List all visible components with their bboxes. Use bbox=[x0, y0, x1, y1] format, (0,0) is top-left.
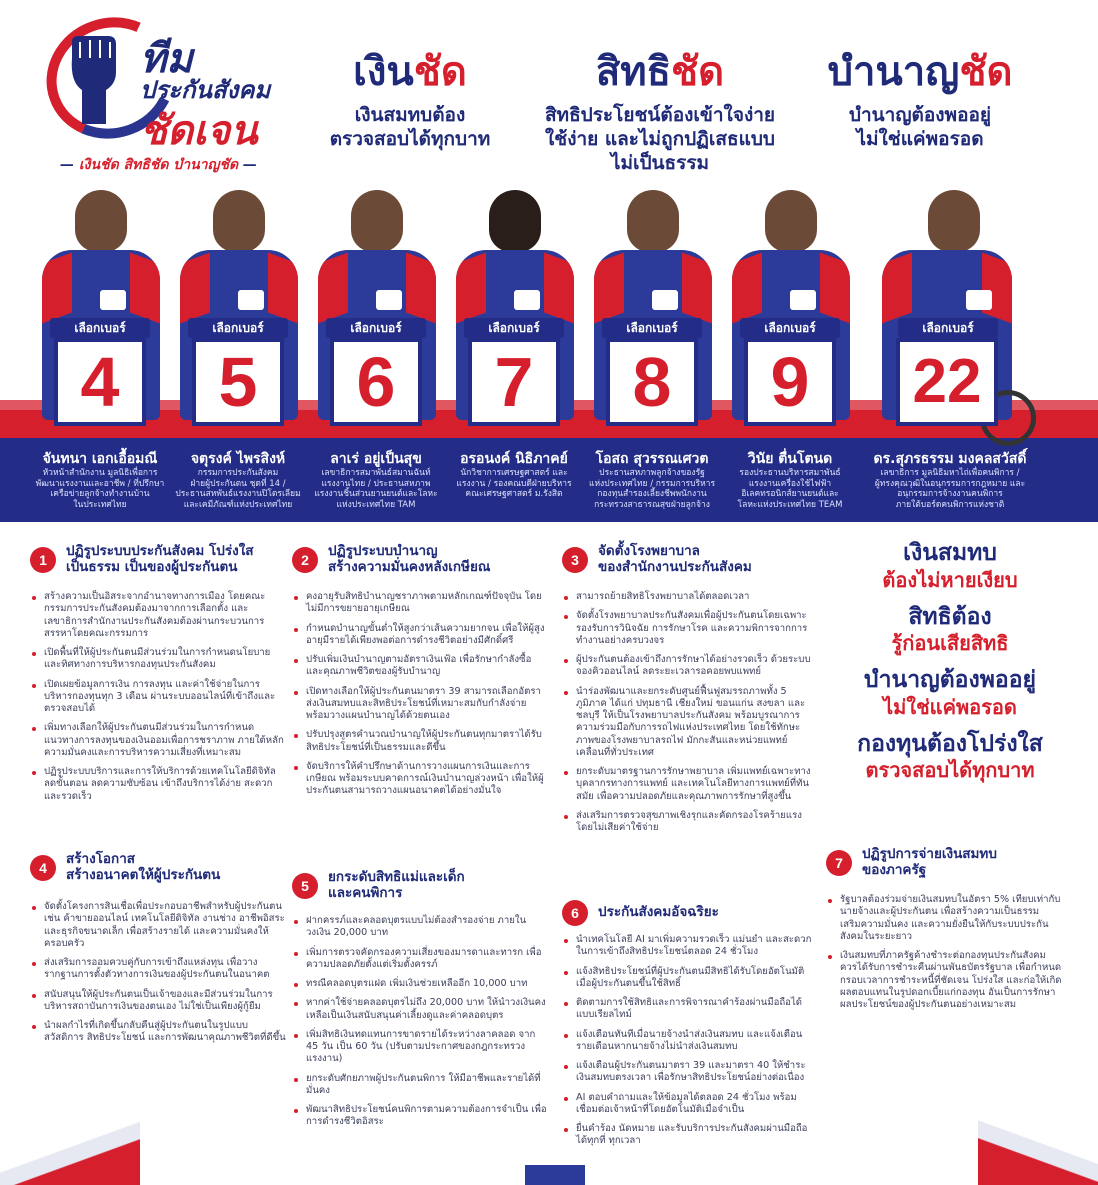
section-number-badge: 2 bbox=[292, 547, 318, 573]
section-number-badge: 6 bbox=[562, 900, 588, 926]
list-item: นำเทคโนโลยี AI มาเพิ่มความรวดเร็ว แม่นยำ และสะดวกในการเข้าถึงสิทธิประโยชน์ตลอด 24 ชั่วโมง bbox=[562, 934, 818, 959]
logo-line-1: ทีม bbox=[140, 36, 193, 82]
shirt-logo-icon bbox=[652, 290, 678, 310]
shirt-logo-icon bbox=[514, 290, 540, 310]
candidate-photo bbox=[351, 190, 403, 252]
section-title: ปฏิรูประบบบำนาญ สร้างความมั่นคงหลังเกษียณ bbox=[328, 543, 491, 576]
section-title: ปฏิรูประบบประกันสังคม โปร่งใส เป็นธรรม เป็นของผู้ประกันตน bbox=[66, 543, 254, 576]
section-title: ประกันสังคมอัจฉริยะ bbox=[598, 904, 719, 920]
section-items bbox=[562, 934, 818, 1155]
candidate-number: 7 bbox=[468, 338, 560, 426]
section-number-badge: 1 bbox=[30, 547, 56, 573]
candidate-name: ลาเร่ อยู่เป็นสุข bbox=[330, 451, 422, 467]
theme-money bbox=[300, 50, 520, 152]
candidate-photo bbox=[765, 190, 817, 252]
candidate-9 bbox=[720, 190, 860, 520]
candidate-name: จันทนา เอกเอื้อมณี bbox=[42, 451, 158, 467]
list-item: เพิ่มสิทธิเงินทดแทนการขาดรายได้ระหว่างลาคลอด จาก 45 วัน เป็น 60 วัน (ปรับตามประกาศของกฎกระทรวงแรงงาน) bbox=[292, 1029, 548, 1066]
list-item: เปิดเผยข้อมูลการเงิน การลงทุน และค่าใช้จ่ายในการบริหารกองทุนทุก 3 เดือน ผ่านระบบออนไลน์ที่เข้าถึงและตรวจสอบได้ bbox=[30, 679, 286, 716]
candidate-6 bbox=[306, 190, 446, 520]
list-item: ติดตามการใช้สิทธิและการพิจารณาคำร้องผ่านมือถือได้แบบเรียลไทม์ bbox=[562, 997, 818, 1022]
section-items bbox=[292, 591, 548, 805]
list-item: คงอายุรับสิทธิบำนาญชราภาพตามหลักเกณฑ์ปัจจุบัน โดยไม่มีการขยายอายุเกษียณ bbox=[292, 591, 548, 616]
section-title: จัดตั้งโรงพยาบาล ของสำนักงานประกันสังคม bbox=[598, 543, 752, 576]
candidate-number: 8 bbox=[606, 338, 698, 426]
candidate-role: นักวิชาการเศรษฐศาสตร์ และ แรงงาน / รองคณบดีฝ่ายบริหาร คณะเศรษฐศาสตร์ ม.รังสิต bbox=[456, 468, 572, 500]
list-item: รัฐบาลต้องร่วมจ่ายเงินสมทบในอัตรา 5% เทียบเท่ากับนายจ้างและผู้ประกันตน เพื่อสร้างความเป็นธรรม เสริมความมั่นคง และความยั่งยืนให้กับระบบประกันสังคมในระยะยาว bbox=[826, 894, 1062, 943]
list-item: AI ตอบคำถามและให้ข้อมูลได้ตลอด 24 ชั่วโมง พร้อมเชื่อมต่อเจ้าหน้าที่โดยอัตโนมัติเมื่อจำเป็น bbox=[562, 1092, 818, 1117]
list-item: จัดตั้งโรงพยาบาลประกันสังคมเพื่อผู้ประกันตนโดยเฉพาะ รองรับการวินิจฉัย การรักษาโรค และความพิการจากการทำงานอย่างครบวงจร bbox=[562, 610, 818, 647]
candidate-name: อรอนงค์ นิธิภาคย์ bbox=[460, 451, 568, 467]
list-item: สร้างความเป็นอิสระจากอำนาจทางการเมือง โดยคณะกรรมการประกันสังคมต้องมาจากการเลือกตั้ง และเลขาธิการสำนักงานประกันสังคมต้องผ่านกระบวนการสรรหาโดยคณะกรรมการ bbox=[30, 591, 286, 640]
theme-heading: สิทธิชัด bbox=[595, 49, 725, 95]
candidate-4 bbox=[30, 190, 170, 520]
list-item: หากค่าใช้จ่ายคลอดบุตรไม่ถึง 20,000 บาท ให้นำวงเงินคงเหลือเป็นเงินสนับสนุนค่าเลี้ยงดูและค่าคลอดบุตร bbox=[292, 997, 548, 1022]
candidate-role: หัวหน้าสำนักงาน มูลนิธิเพื่อการ พัฒนาแรงงานและอาชีพ / ที่ปรึกษา เครือข่ายลูกจ้างทำงานบ้าน ในประเทศไทย bbox=[35, 468, 165, 510]
list-item: จัดตั้งโครงการสินเชื่อเพื่อประกอบอาชีพสำหรับผู้ประกันตน เช่น ค้าขายออนไลน์ เทคโนโลยีดิจิทัล งานช่าง อาชีพอิสระ และธุรกิจขนาดเล็ก เพื่อสร้างรายได้ และความมั่นคงให้ครอบครัว bbox=[30, 901, 286, 950]
candidate-role: ประธานสหภาพลูกจ้างของรัฐ แห่งประเทศไทย / กรรมการบริหาร กองทุนสำรองเลี้ยงชีพพนักงาน กระทรวงสาธารณสุขฝ่ายลูกจ้าง bbox=[588, 468, 716, 510]
ballot-box-icon bbox=[525, 1165, 585, 1185]
pick-number-label: เลือกเบอร์ bbox=[898, 318, 998, 338]
candidate-number: 9 bbox=[744, 338, 836, 426]
candidate-photo bbox=[489, 190, 541, 252]
pick-number-label: เลือกเบอร์ bbox=[326, 318, 426, 338]
shirt-logo-icon bbox=[966, 290, 992, 310]
slogan: กองทุนต้องโปร่งใส ตรวจสอบได้ทุกบาท bbox=[857, 730, 1043, 783]
theme-heading: บำนาญชัด bbox=[827, 49, 1013, 95]
section-items bbox=[292, 915, 548, 1136]
corner-decoration-right bbox=[978, 1110, 1098, 1185]
candidate-name: วินัย ตื่นโตนด bbox=[747, 451, 833, 467]
list-item: จัดบริการให้คำปรึกษาด้านการวางแผนการเงินและการเกษียณ พร้อมระบบคาดการณ์เงินบำนาญล่วงหน้า เพื่อให้ผู้ประกันตนสามารถวางแผนอนาคตได้อย่างมั่นใจ bbox=[292, 761, 548, 798]
candidate-number: 22 bbox=[896, 338, 998, 426]
section-title: ปฏิรูปการจ่ายเงินสมทบ ของภาครัฐ bbox=[862, 846, 997, 879]
candidate-photo bbox=[928, 190, 980, 252]
theme-heading: เงินชัด bbox=[353, 49, 467, 95]
tagline-pension: บำนาญชัด bbox=[173, 157, 239, 173]
list-item: ทรณีคลอดบุตรแฝด เพิ่มเงินช่วยเหลืออีก 10,000 บาท bbox=[292, 978, 548, 990]
list-item: นำร่องพัฒนาและยกระดับศูนย์ฟื้นฟูสมรรถภาพทั้ง 5 ภูมิภาค ได้แก่ ปทุมธานี เชียงใหม่ ขอนแก่น สงขลา และชลบุรี ให้เป็นโรงพยาบาลประกันสังคม พร้อมบูรณาการความร่วมมือกับการรถไฟแห่งประเทศไทย โดยใช้ทักษะภาพของโรงพยาบาลรถไฟ มักกะสันและหน่วยแพทย์เคลื่อนที่ทั่วประเทศ bbox=[562, 686, 818, 760]
candidate-22 bbox=[870, 190, 1030, 520]
candidate-photo bbox=[75, 190, 127, 252]
tagline-money: เงินชัด bbox=[78, 157, 119, 173]
shirt-logo-icon bbox=[376, 290, 402, 310]
list-item: สนับสนุนให้ผู้ประกันตนเป็นเจ้าของและมีส่วนร่วมในการบริหารสถาบันการเงินของตนเอง ไม่ใช่เป็นเพียงผู้กู้ยืม bbox=[30, 989, 286, 1014]
raised-fist-icon bbox=[58, 28, 128, 128]
candidate-8 bbox=[582, 190, 722, 520]
list-item: กำหนดบำนาญขั้นต่ำให้สูงกว่าเส้นความยากจน เพื่อให้ผู้สูงอายุมีรายได้เพียงพอต่อการดำรงชีวิตอย่างมีศักดิ์ศรี bbox=[292, 623, 548, 648]
logo-line-2: ประกันสังคม bbox=[140, 76, 271, 104]
theme-subtext: บำนาญต้องพออยู่ ไม่ใช่แค่พอรอด bbox=[848, 104, 992, 150]
pick-number-label: เลือกเบอร์ bbox=[188, 318, 288, 338]
candidate-5 bbox=[168, 190, 308, 520]
section-number-badge: 4 bbox=[30, 855, 56, 881]
section-items bbox=[30, 901, 286, 1052]
shirt-logo-icon bbox=[790, 290, 816, 310]
tagline-rights: สิทธิชัด bbox=[123, 157, 169, 173]
section-items bbox=[562, 591, 818, 842]
list-item: ส่งเสริมการออมควบคู่กับการเข้าถึงแหล่งทุน เพื่อวางรากฐานการตั้งตัวทางการเงินของผู้ประกันตนในอนาคต bbox=[30, 957, 286, 982]
pick-number-label: เลือกเบอร์ bbox=[50, 318, 150, 338]
theme-pension bbox=[790, 50, 1050, 152]
candidate-7 bbox=[444, 190, 584, 520]
list-item: พัฒนาสิทธิประโยชน์คนพิการตามความต้องการจำเป็น เพื่อการดำรงชีวิตอิสระ bbox=[292, 1104, 548, 1129]
list-item: ส่งเสริมการตรวจสุขภาพเชิงรุกและคัดกรองโรคร้ายแรงโดยไม่เสียค่าใช้จ่าย bbox=[562, 810, 818, 835]
list-item: เปิดทางเลือกให้ผู้ประกันตนมาตรา 39 สามารถเลือกอัตราส่งเงินสมทบและสิทธิประโยชน์ที่เหมาะสมกับกำลังจ่าย พร้อมวางแผนบำนาญได้ด้วยตนเอง bbox=[292, 686, 548, 723]
pick-number-label: เลือกเบอร์ bbox=[464, 318, 564, 338]
logo-tagline: — เงินชัด สิทธิชัด บำนาญชัด — bbox=[60, 157, 257, 173]
section-items bbox=[30, 591, 286, 810]
candidate-name: โอสถ สุวรรณเศวต bbox=[595, 451, 709, 467]
section-number-badge: 5 bbox=[292, 873, 318, 899]
logo-line-3: ชัดเจน bbox=[140, 108, 258, 154]
list-item: เพิ่มการตรวจคัดกรองความเสี่ยงของมารดาและทารก เพื่อความปลอดภัยตั้งแต่เริ่มตั้งครรภ์ bbox=[292, 947, 548, 972]
list-item: ยื่นคำร้อง นัดหมาย และรับบริการประกันสังคมผ่านมือถือได้ทุกที่ ทุกเวลา bbox=[562, 1123, 818, 1148]
candidate-role: กรรมการประกันสังคม ฝ่ายผู้ประกันตน ชุดที่ 14 / ประธานสหพันธ์แรงงานปิโตรเลียม และเคมีภัณฑ์แห่งประเทศไทย bbox=[175, 468, 301, 510]
section-number-badge: 3 bbox=[562, 547, 588, 573]
pick-number-label: เลือกเบอร์ bbox=[602, 318, 702, 338]
list-item: ยกระดับศักยภาพผู้ประกันตนพิการ ให้มีอาชีพและรายได้ที่มั่นคง bbox=[292, 1073, 548, 1098]
team-logo bbox=[40, 18, 290, 178]
list-item: ปฏิรูประบบบริการและการให้บริการด้วยเทคโนโลยีดิจิทัล ลดขั้นตอน ลดความซับซ้อน เข้าถึงบริการได้ง่าย สะดวก และรวดเร็ว bbox=[30, 766, 286, 803]
candidate-photo bbox=[627, 190, 679, 252]
candidate-name: จตุรงค์ ไพรสิงห์ bbox=[190, 451, 286, 467]
list-item: ปรับปรุงสูตรคำนวณบำนาญให้ผู้ประกันตนทุกมาตราได้รับสิทธิประโยชน์ที่เป็นธรรมและดีขึ้น bbox=[292, 729, 548, 754]
list-item: แจ้งเตือนทันทีเมื่อนายจ้างนำส่งเงินสมทบ และแจ้งเตือนรายเดือนหากนายจ้างไม่นำส่งเงินสมทบ bbox=[562, 1029, 818, 1054]
list-item: เปิดพื้นที่ให้ผู้ประกันตนมีส่วนร่วมในการกำหนดนโยบายและทิศทางการบริหารกองทุนประกันสังคม bbox=[30, 647, 286, 672]
list-item: เพิ่มทางเลือกให้ผู้ประกันตนมีส่วนร่วมในการกำหนดแนวทางการลงทุนของเงินออมเพื่อการชราภาพ ภายใต้หลักความมั่นคงและการบริหารความเสี่ยงที่เหมาะสม bbox=[30, 722, 286, 759]
theme-subtext: เงินสมทบต้อง ตรวจสอบได้ทุกบาท bbox=[329, 104, 491, 150]
shirt-logo-icon bbox=[238, 290, 264, 310]
list-item: ผู้ประกันตนต้องเข้าถึงการรักษาได้อย่างรวดเร็ว ด้วยระบบจองคิวออนไลน์ ลดระยะเวลารอคอยพบแพทย์ bbox=[562, 654, 818, 679]
candidate-role: รองประธานบริหารสมาพันธ์ แรงงานเครื่องใช้ไฟฟ้า อิเลคทรอนิกส์ยานยนต์และ โลหะแห่งประเทศไทย TEAM bbox=[737, 468, 843, 510]
list-item: ฝากครรภ์และคลอดบุตรแบบไม่ต้องสำรองจ่าย ภายในวงเงิน 20,000 บาท bbox=[292, 915, 548, 940]
candidate-number: 4 bbox=[54, 338, 146, 426]
section-title: ยกระดับสิทธิแม่และเด็ก และคนพิการ bbox=[328, 869, 465, 902]
list-item: นำผลกำไรที่เกิดขึ้นกลับคืนสู่ผู้ประกันตนในรูปแบบสวัสดิการ สิทธิประโยชน์ และการพัฒนาคุณภาพชีวิตที่ดีขึ้น bbox=[30, 1020, 286, 1045]
list-item: แจ้งสิทธิประโยชน์ที่ผู้ประกันตนมีสิทธิได้รับโดยอัตโนมัติ เมื่อผู้ประกันตนขึ้นใช้สิทธิ์ bbox=[562, 966, 818, 991]
slogan: บำนาญต้องพออยู่ ไม่ใช่แค่พอรอด bbox=[864, 667, 1036, 719]
slogan-block bbox=[820, 540, 1080, 794]
list-item: เงินสมทบที่ภาครัฐค้างชำระต่อกองทุนประกันสังคม ควรได้รับการชำระคืนผ่านพันธบัตรรัฐบาล เพื่อกำหนดกรอบเวลาการชำระหนี้ที่ชัดเจน โปร่งใส และก่อให้เกิดผลตอบแทนในรูปดอกเบี้ยแก่กองทุน อันเป็นการรักษาผลประโยชน์ของผู้ประกันตนอย่างเหมาะสม bbox=[826, 950, 1062, 1011]
shirt-logo-icon bbox=[100, 290, 126, 310]
section-number-badge: 7 bbox=[826, 850, 852, 876]
list-item: แจ้งเตือนผู้ประกันตนมาตรา 39 และมาตรา 40 ให้ชำระเงินสมทบตรงเวลา เพื่อรักษาสิทธิประโยชน์อย่างต่อเนื่อง bbox=[562, 1060, 818, 1085]
candidate-number: 5 bbox=[192, 338, 284, 426]
section-items bbox=[826, 894, 1062, 1018]
candidate-photo bbox=[213, 190, 265, 252]
list-item: สามารถย้ายสิทธิโรงพยาบาลได้ตลอดเวลา bbox=[562, 591, 818, 603]
candidate-role: เลขาธิการสมาพันธ์สมานฉันท์ แรงงานไทย / ประธานสหภาพ แรงงานชิ้นส่วนยานยนต์และโลหะ แห่งประเทศไทย TAM bbox=[314, 468, 438, 510]
slogan: เงินสมทบ ต้องไม่หายเงียบ bbox=[882, 540, 1018, 592]
slogan: สิทธิต้อง รู้ก่อนเสียสิทธิ bbox=[891, 603, 1009, 656]
list-item: ยกระดับมาตรฐานการรักษาพยาบาล เพิ่มแพทย์เฉพาะทาง บุคลากรทางการแพทย์ และเทคโนโลยีทางการแพทย์ที่ทันสมัย เพื่อความปลอดภัยและคุณภาพการรักษาที่สูงขึ้น bbox=[562, 766, 818, 803]
theme-rights bbox=[530, 50, 790, 175]
section-title: สร้างโอกาส สร้างอนาคตให้ผู้ประกันตน bbox=[66, 851, 221, 884]
pick-number-label: เลือกเบอร์ bbox=[740, 318, 840, 338]
list-item: ปรับเพิ่มเงินบำนาญตามอัตราเงินเฟ้อ เพื่อรักษากำลังซื้อและคุณภาพชีวิตของผู้รับบำนาญ bbox=[292, 654, 548, 679]
corner-decoration-left bbox=[0, 1120, 140, 1185]
candidate-name: ดร.สุภรธรรม มงคลสวัสดิ์ bbox=[873, 451, 1027, 467]
candidate-number: 6 bbox=[330, 338, 422, 426]
theme-subtext: สิทธิประโยชน์ต้องเข้าใจง่าย ใช้ง่าย และไม่ถูกปฏิเสธแบบ ไม่เป็นธรรม bbox=[544, 104, 776, 174]
candidate-role: เลขาธิการ มูลนิธิมหาไถ่เพื่อคนพิการ / ผู้ทรงคุณวุฒิในอนุกรรมการกฎหมาย และ อนุกรรมการจ้างงานคนพิการ ภายใต้บอร์ดคนพิการแห่งชาติ bbox=[874, 468, 1026, 510]
